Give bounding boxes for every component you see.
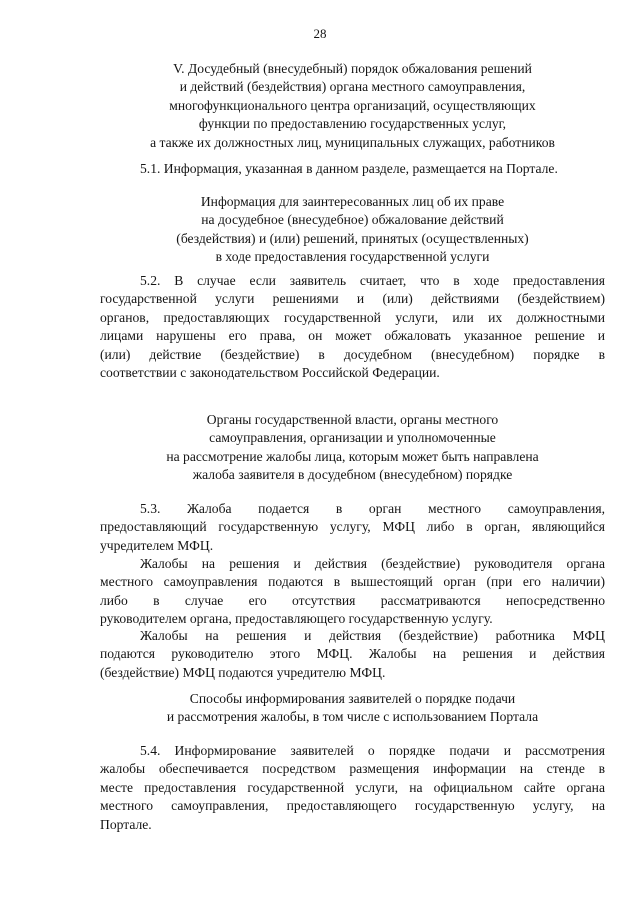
paragraph-5-2 [100,272,605,382]
paragraph-line: (бездействие) МФЦ подаются учредителю МФЦ. [100,664,386,680]
paragraph-line: Портале. [100,816,152,832]
paragraph-line: подаются руководителю этого МФЦ. Жалобы на решения и действия [100,646,605,662]
paragraph-5-3 [100,500,605,555]
heading-line: жалоба заявителя в досудебном (внесудебном) порядке [192,467,513,483]
heading-line: Способы информирования заявителей о порядке подачи [189,691,516,706]
paragraph-line: 5.3. Жалоба подается в орган местного самоуправления, [140,501,605,516]
heading-bodies [100,411,605,485]
paragraph-5-1 [100,160,605,178]
paragraph-complaints-head [100,555,605,629]
section-title-line: и действий (бездействия) органа местного самоуправления, [179,79,526,95]
paragraph-line: жалобы обеспечивается посредством размещения информации на стенде в [100,761,605,777]
paragraph-line: 5.2. В случае если заявитель считает, что в ходе предоставления [140,273,605,288]
paragraph-line: (или) действие (бездействие) в досудебном (внесудебном) порядке в [100,346,605,362]
section-title-line: многофункционального центра организаций, осуществляющих [169,97,536,113]
paragraph-line: руководителем органа, предоставляющего государственную услугу. [100,611,493,627]
paragraph-line: учредителем МФЦ. [100,537,214,553]
section-title-line: V. Досудебный (внесудебный) порядок обжалования решений [173,61,532,76]
paragraph-line: лицами нарушены его права, он может обжаловать указанное решение и [100,328,605,344]
heading-line: на досудебное (внесудебное) обжалование действий [201,212,504,228]
section-title-line: функции по предоставлению государственных услуг, [198,116,507,132]
paragraph-text: 5.1. Информация, указанная в данном разделе, размещается на Портале. [140,161,558,176]
heading-line: Информация для заинтересованных лиц об их праве [200,194,505,209]
heading-line: и рассмотрения жалобы, в том числе с использованием Портала [166,709,539,725]
paragraph-line: местного самоуправления, предоставляющего государственную услугу, на [100,798,605,814]
paragraph-line: предоставляющий государственную услугу, МФЦ либо в орган, являющийся [100,519,605,535]
heading-methods [100,690,605,727]
paragraph-line: соответствии с законодательством Российской Федерации. [100,365,440,381]
paragraph-line: 5.4. Информирование заявителей о порядке подачи и рассмотрения [140,743,605,758]
heading-line: самоуправления, организации и уполномоченные [209,430,496,446]
heading-line: на рассмотрение жалобы лица, которым может быть направлена [166,448,539,464]
page-number: 28 [313,26,327,41]
heading-line: (бездействия) и (или) решений, принятых (осуществленных) [176,230,529,246]
heading-info [100,193,605,267]
paragraph-line: Жалобы на решения и действия (бездействие) руководителя органа [140,556,605,571]
paragraph-line: либо в случае его отсутствия рассматриваются непосредственно [100,592,605,608]
heading-line: Органы государственной власти, органы местного [206,412,499,427]
paragraph-line: местного самоуправления подаются в вышестоящий орган (при его наличии) [100,574,605,590]
paragraph-line: Жалобы на решения и действия (бездействие) работника МФЦ [140,628,605,643]
section-title-line: а также их должностных лиц, муниципальных служащих, работников [150,134,555,150]
paragraph-line: органов, предоставляющих государственной услуги, или их должностными [100,309,605,325]
heading-line: в ходе предоставления государственной услуги [215,249,490,265]
paragraph-line: месте предоставления государственной услуги, на официальном сайте органа [100,779,605,795]
paragraph-line: государственной услуги решениями и (или) действиями (бездействием) [100,291,605,307]
section-title [100,60,605,152]
paragraph-complaints-mfc [100,627,605,682]
paragraph-5-4 [100,742,605,834]
